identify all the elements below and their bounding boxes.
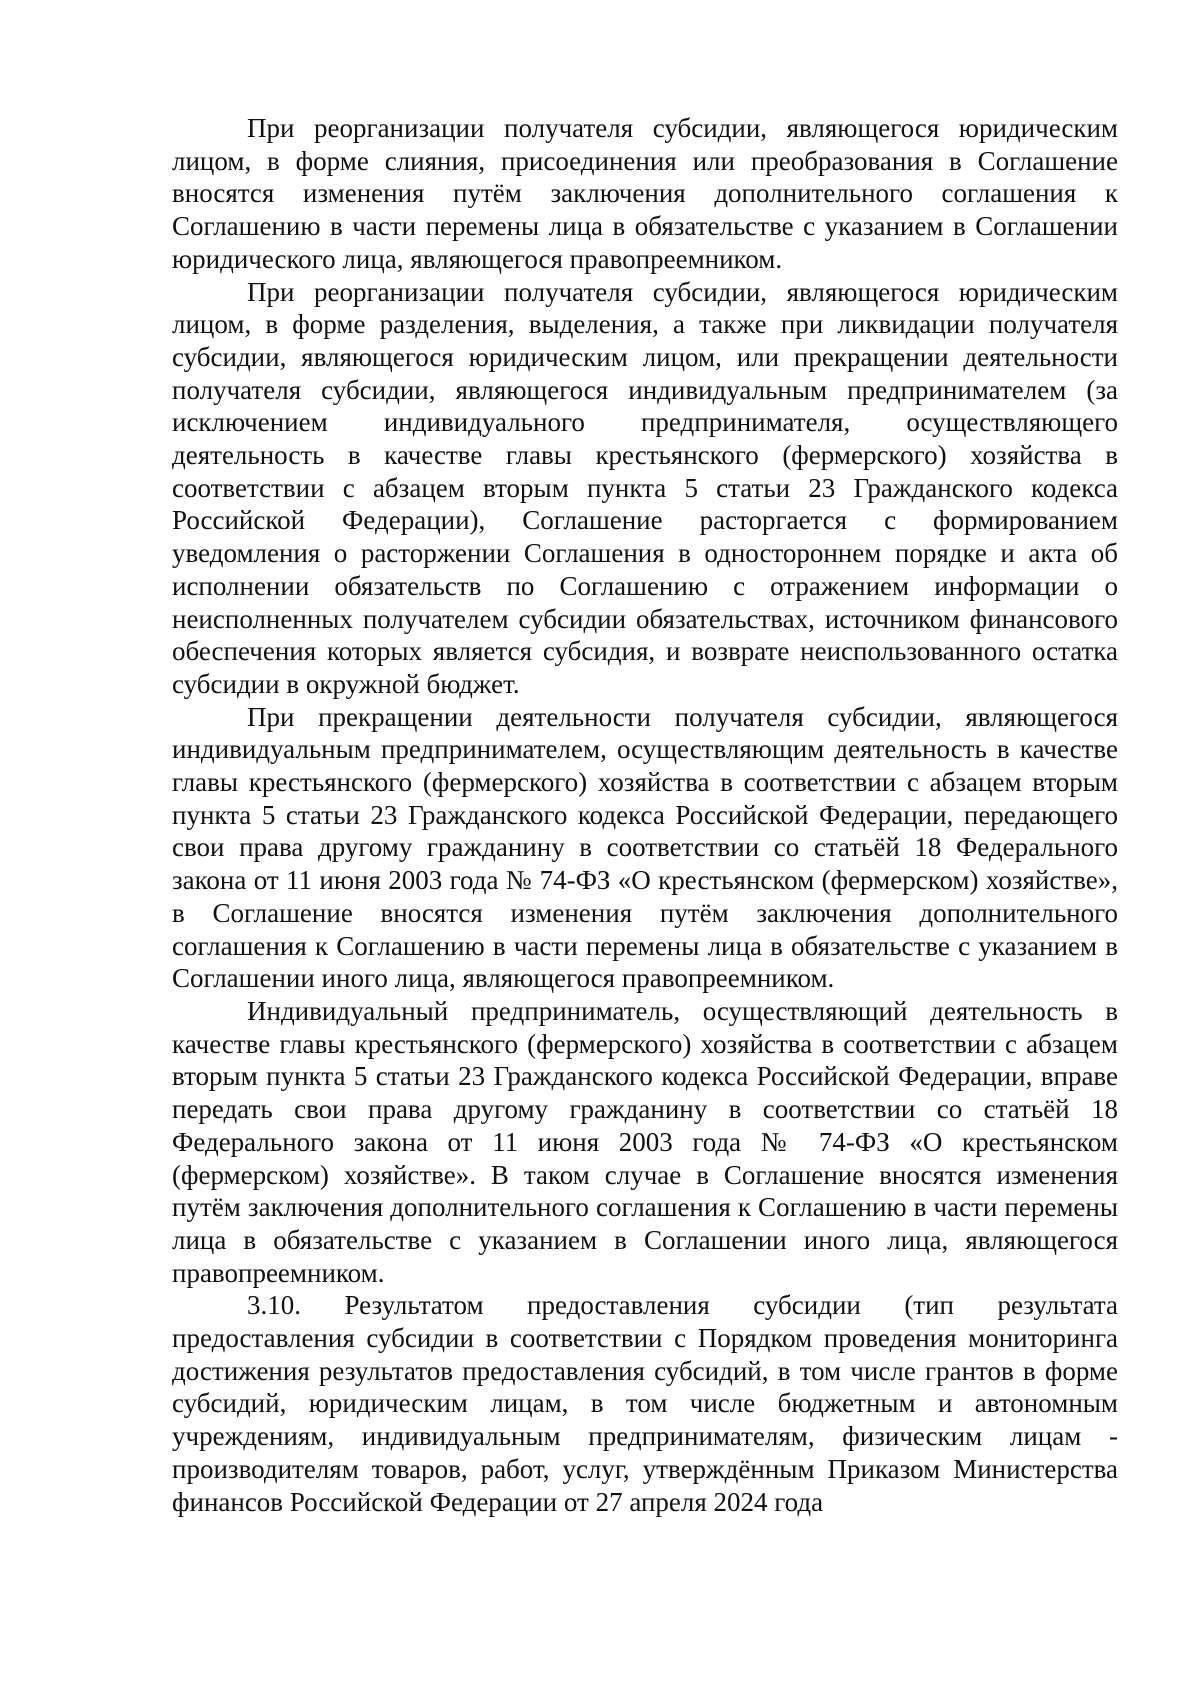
document-body [172, 112, 1118, 1518]
paragraph-termination-farm-head: При прекращении деятельности получателя субсидии, являющегося индивидуальным предпринимателем, осуществляющим деятельность в качестве главы крестьянского (фермерского) хозяйства в соответствии с абзацем вторым пункта 5 статьи 23 Гражданского кодекса Российской Федерации, передающего свои права другому гражданину в соответствии со статьёй 18 Федерального закона от 11 июня 2003 года № 74-ФЗ «О крестьянском (фермерском) хозяйстве», в Соглашение вносятся изменения путём заключения дополнительного соглашения к Соглашению в части перемены лица в обязательстве с указанием в Соглашении иного лица, являющегося правопреемником. [172, 701, 1118, 994]
paragraph-reorganization-division: При реорганизации получателя субсидии, являющегося юридическим лицом, в форме разделения, выделения, а также при ликвидации получателя субсидии, являющегося юридическим лицом, или прекращении деятельности получателя субсидии, являющегося индивидуальным предпринимателем (за исключением индивидуального предпринимателя, осуществляющего деятельность в качестве главы крестьянского (фермерского) хозяйства в соответствии с абзацем вторым пункта 5 статьи 23 Гражданского кодекса Российской Федерации), Соглашение расторгается с формированием уведомления о расторжении Соглашения в одностороннем порядке и акта об исполнении обязательств по Соглашению с отражением информации о неисполненных получателем субсидии обязательствах, источником финансового обеспечения которых является субсидия, и возврате неиспользованного остатка субсидии в окружной бюджет. [172, 276, 1118, 699]
paragraph-clause-3-10: 3.10. Результатом предоставления субсидии (тип результата предоставления субсидии в соответствии с Порядком проведения мониторинга достижения результатов предоставления субсидий, в том числе грантов в форме субсидий, юридическим лицам, в том числе бюджетным и автономным учреждениям, индивидуальным предпринимателям, физическим лицам - производителям товаров, работ, услуг, утверждённым Приказом Министерства финансов Российской Федерации от 27 апреля 2024 года [172, 1290, 1118, 1517]
paragraph-reorganization-merger: При реорганизации получателя субсидии, являющегося юридическим лицом, в форме слияния, присоединения или преобразования в Соглашение вносятся изменения путём заключения дополнительного соглашения к Соглашению в части перемены лица в обязательстве с указанием в Соглашении юридического лица, являющегося правопреемником. [172, 113, 1118, 274]
paragraph-rights-transfer: Индивидуальный предприниматель, осуществляющий деятельность в качестве главы крестьянского (фермерского) хозяйства в соответствии с абзацем вторым пункта 5 статьи 23 Гражданского кодекса Российской Федерации, вправе передать свои права другому гражданину в соответствии со статьёй 18 Федерального закона от 11 июня 2003 года № 74-ФЗ «О крестьянском (фермерском) хозяйстве». В таком случае в Соглашение вносятся изменения путём заключения дополнительного соглашения к Соглашению в части перемены лица в обязательстве с указанием в Соглашении иного лица, являющегося правопреемником. [172, 995, 1118, 1288]
